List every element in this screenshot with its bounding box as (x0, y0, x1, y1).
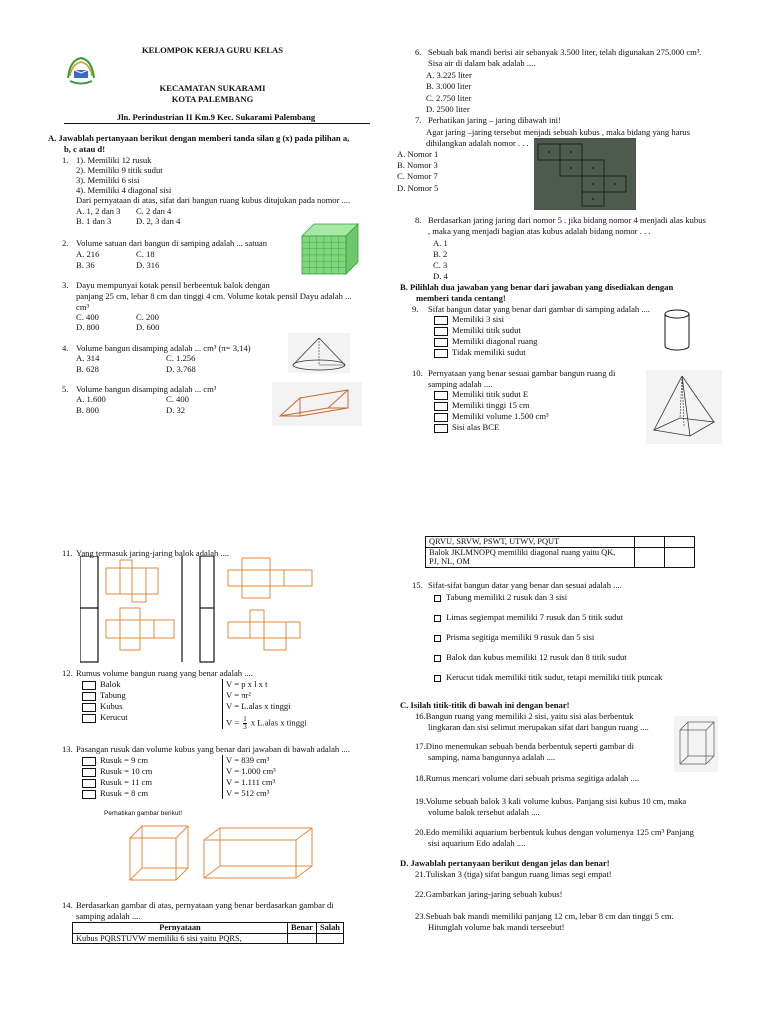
q8-option-b[interactable]: B. 2 (433, 249, 448, 259)
q9-option-1[interactable]: Memiliki 3 sisi (434, 314, 504, 325)
table-cell-false[interactable] (665, 537, 695, 548)
cuboid-nets-image (80, 556, 370, 664)
q13-volume-4: V = 512 cm³ (226, 788, 270, 798)
q13-volume-1: V = 839 cm³ (226, 755, 270, 765)
q12-formula-1: V = p x l x t (226, 679, 268, 689)
q16-stem-2: lingkaran dan sisi selimut merupakan sifat dari bangun ruang .... (428, 722, 649, 732)
q9-option-4[interactable]: Tidak memiliki sudut (434, 347, 526, 358)
q3-option-a[interactable]: C. 400 (76, 312, 99, 322)
q3-option-c[interactable]: C. 200 (136, 312, 159, 322)
q1-option-d[interactable]: D. 2, 3 dan 4 (136, 216, 181, 226)
q1-option-c[interactable]: C. 2 dan 4 (136, 206, 172, 216)
q4-option-a[interactable]: A. 314 (76, 353, 100, 363)
q10-stem-2: samping adalah .... (428, 379, 493, 389)
q13-number: 13. (62, 744, 73, 754)
q10-checkbox-4[interactable] (434, 424, 448, 433)
q9-checkbox-2[interactable] (434, 327, 448, 336)
q15-option-3[interactable]: Prisma segitiga memiliki 9 rusuk dan 5 sisi (434, 632, 594, 642)
table-cell-statement: Balok JKLMNOPQ memiliki diagonal ruang yaitu QK, PJ, NL, OM (426, 547, 635, 567)
q10-checkbox-1[interactable] (434, 391, 448, 400)
q15-option-1[interactable]: Tabung memiliki 2 rusuk dan 3 sisi (434, 592, 567, 602)
q13-option-3[interactable]: Rusuk = 11 cm (82, 777, 152, 788)
q1-statement-3: 3). Memiliki 6 sisi (76, 175, 140, 185)
q14-number: 14. (62, 900, 73, 910)
q4-number: 4. (62, 343, 69, 353)
section-d-heading: D. Jawablah pertanyaan berikut dengan jelas dan benar! (400, 858, 610, 868)
q14-statement-table-cont (425, 536, 695, 568)
q4-option-c[interactable]: C. 1.256 (166, 353, 196, 363)
q12-option-2[interactable]: Tabung (82, 690, 126, 701)
cube-net-photo-image (534, 138, 636, 210)
q12-number: 12. (62, 668, 73, 678)
q13-column-divider (222, 755, 223, 799)
one-third-fraction: $\frac{1}{3}$ (243, 715, 247, 731)
q3-stem-2: panjang 25 cm, lebar 8 cm dan tinggi 4 cm. Volume kotak pensil Dayu adalah ... (76, 291, 352, 301)
header-divider (64, 123, 370, 124)
q16-stem-1: 16.Bangun ruang yang memiliki 2 sisi, yaitu sisi alas berbentuk (415, 711, 634, 721)
header-line1: KELOMPOK KERJA GURU KELAS (141, 45, 284, 55)
q9-option-3[interactable]: Memiliki diagonal ruang (434, 336, 537, 347)
section-a-heading-cont: b, c atau d! (64, 144, 106, 154)
q5-option-a[interactable]: A. 1.600 (76, 394, 106, 404)
q1-statement-2: 2). Memiliki 9 titik sudut (76, 165, 163, 175)
q9-checkbox-1[interactable] (434, 316, 448, 325)
prism-box-image (674, 716, 718, 772)
q14-statement-table (72, 922, 344, 944)
q1-option-a[interactable]: A. 1, 2 dan 3 (76, 206, 121, 216)
q2-option-a[interactable]: A. 216 (76, 249, 100, 259)
q15-option-4[interactable]: Balok dan kubus memiliki 12 rusuk dan 8 titik sudut (434, 652, 627, 662)
q17-stem-1: 17.Dino menemukan sebuah benda berbentuk seperti gambar di (415, 741, 635, 751)
table-row (426, 547, 695, 567)
q5-number: 5. (62, 384, 69, 394)
q13-volume-3: V = 1.111 cm³ (226, 777, 276, 787)
table-cell-false[interactable] (665, 547, 695, 567)
section-b-heading-cont: memberi tanda centang! (416, 293, 506, 303)
q15-option-2[interactable]: Limas segiempat memiliki 7 rusuk dan 5 titik sudut (434, 612, 623, 622)
q6-option-c[interactable]: C. 2.750 liter (426, 93, 472, 103)
q1-statement-1: 1). Memiliki 12 rusuk (76, 155, 152, 165)
header-line3: KOTA PALEMBANG (171, 94, 254, 104)
table-header-true: Benar (288, 923, 317, 934)
q7-option-b[interactable]: B. Nomor 3 (397, 160, 438, 170)
q9-checkbox-3[interactable] (434, 338, 448, 347)
q7-number: 7. (415, 115, 422, 125)
table-header-statement: Pernyataan (73, 923, 288, 934)
cone-image (288, 333, 350, 373)
q8-number: 8. (415, 215, 422, 225)
q12-checkbox-1[interactable] (82, 681, 96, 690)
q12-formula-4: V = $\frac{1}{3}$ x L.alas x tinggi (226, 715, 307, 731)
q15-number: 15. (412, 580, 423, 590)
q13-checkbox-3[interactable] (82, 779, 96, 788)
q1-stem: Dari pernyataan di atas, sifat dari bangun ruang kubus ditujukan pada nomor .... (76, 195, 351, 205)
q6-option-a[interactable]: A. 3.225 liter (426, 70, 472, 80)
q10-option-4[interactable]: Sisi alas BCE (434, 422, 499, 433)
table-row (426, 537, 695, 548)
q9-stem: Sifat bangun datar yang benar dari gambar di samping adalah .... (428, 304, 650, 314)
header-address: Jln. Perindustrian II Km.9 Kec. Sukarami Palembang (116, 112, 316, 122)
q19-stem-1: 19.Volume sebuah balok 3 kali volume kubus. Panjang sisi kubus 10 cm, maka (415, 796, 687, 806)
q20-stem-1: 20.Edo memiliki aquarium berbentuk kubus dengan volumenya 125 cm³ Panjang (415, 827, 694, 837)
q10-option-3[interactable]: Memiliki volume 1.500 cm³ (434, 411, 549, 422)
q2-number: 2. (62, 238, 69, 248)
q7-option-c[interactable]: C. Nomor 7 (397, 171, 438, 181)
table-cell-true[interactable] (635, 537, 665, 548)
table-cell-false[interactable] (316, 933, 343, 944)
q6-option-b[interactable]: B. 3.000 liter (426, 81, 472, 91)
table-cell-true[interactable] (635, 547, 665, 567)
table-header-false: Salah (316, 923, 343, 934)
q12-checkbox-4[interactable] (82, 714, 96, 723)
q8-stem-2: , maka yang menjadi bagian atas kubus adalah bidang nomor . . . (428, 226, 651, 236)
q14-stem-1: Berdasarkan gambar di atas, pernyataan yang benar berdasarkan gambar di (76, 900, 334, 910)
q13-option-1[interactable]: Rusuk = 9 cm (82, 755, 148, 766)
school-logo-icon (64, 54, 98, 88)
q4-option-b[interactable]: B. 628 (76, 364, 99, 374)
q6-stem-2: Sisa air di dalam bak adalah .... (428, 58, 536, 68)
q19-stem-2: volume balok tersebut adalah .... (428, 807, 540, 817)
q10-checkbox-2[interactable] (434, 402, 448, 411)
q12-formula-2: V = πr² (226, 690, 251, 700)
q22-stem: 22.Gambarkan jaring-jaring sebuah kubus! (415, 889, 563, 899)
q11-number: 11. (62, 548, 73, 558)
q1-number: 1. (62, 155, 69, 165)
q6-number: 6. (415, 47, 422, 57)
q3-option-b[interactable]: D. 800 (76, 322, 100, 332)
figure-caption: Perhatikan gambar berikut! (104, 810, 183, 817)
q23-stem-1: 23.Sebuah bak mandi memiliki panjang 12 cm, lebar 8 cm dan tinggi 5 cm. (415, 911, 674, 921)
table-cell-true[interactable] (288, 933, 317, 944)
q11-stem: Yang termasuk jaring-jaring balok adalah .... (76, 548, 230, 558)
table-cell-statement: QRVU, SRVW, PSWT, UTWV, PQUT (426, 537, 635, 548)
table-row (73, 933, 344, 944)
section-a-heading: A. Jawablah pertanyaan berikut dengan memberi tanda silan g (x) pada pilihan a, (48, 133, 350, 143)
q10-option-1[interactable]: Memiliki titik sudut E (434, 389, 528, 400)
q13-volume-2: V = 1.000 cm³ (226, 766, 276, 776)
q15-checkbox-1[interactable] (434, 595, 441, 602)
section-c-heading: C. Isilah titik-titik di bawah ini dengan benar! (400, 700, 570, 710)
q10-stem-1: Pernyataan yang benar sesuai gambar bangun ruang di (428, 368, 616, 378)
q9-option-2[interactable]: Memiliki titik sudut (434, 325, 521, 336)
q15-stem: Sifat-sifat bangun datar yang benar dan sesuai adalah .... (428, 580, 622, 590)
q20-stem-2: sisi aquarium Edo adalah .... (428, 838, 526, 848)
q2-option-d[interactable]: D. 316 (136, 260, 160, 270)
pyramid-image (646, 370, 722, 444)
q13-stem: Pasangan rusuk dan volume kubus yang benar dari jawaban di bawah adalah .... (76, 744, 350, 754)
q6-option-d[interactable]: D. 2500 liter (426, 104, 470, 114)
q4-option-d[interactable]: D. 3.768 (166, 364, 196, 374)
q15-checkbox-5[interactable] (434, 675, 441, 682)
q2-stem: Volume satuan dari bangun di samping adalah ... satuan (76, 238, 268, 248)
q5-option-c[interactable]: C. 400 (166, 394, 189, 404)
q2-option-c[interactable]: C. 18 (136, 249, 155, 259)
q10-number: 10. (412, 368, 423, 378)
q13-option-4[interactable]: Rusuk = 8 cm (82, 788, 148, 799)
q7-stem-3: dihilangkan adalah nomor . . . (426, 138, 529, 148)
q7-option-d[interactable]: D. Nomor 5 (397, 183, 439, 193)
q10-checkbox-3[interactable] (434, 413, 448, 422)
cylinder-image (662, 308, 692, 352)
q15-checkbox-2[interactable] (434, 615, 441, 622)
q5-stem: Volume bangun disamping adalah ... cm³ (76, 384, 217, 394)
cube-and-cuboid-image (124, 822, 374, 884)
q14-stem-2: samping adalah .... (76, 911, 141, 921)
q15-checkbox-4[interactable] (434, 655, 441, 662)
q13-option-2[interactable]: Rusuk = 10 cm (82, 766, 152, 777)
q13-checkbox-4[interactable] (82, 790, 96, 799)
q3-number: 3. (62, 280, 69, 290)
q2-option-b[interactable]: B. 36 (76, 260, 95, 270)
q7-stem-2: Agar jaring –jaring tersebut menjadi sebuah kubus , maka bidang yang harus (426, 127, 690, 137)
q13-checkbox-2[interactable] (82, 768, 96, 777)
triangular-prism-image (272, 382, 362, 426)
q3-option-d[interactable]: D. 600 (136, 322, 160, 332)
q13-checkbox-1[interactable] (82, 757, 96, 766)
q12-option-1[interactable]: Balok (82, 679, 121, 690)
q1-statement-4: 4). Memiliki 4 diagonal sisi (76, 185, 172, 195)
q8-option-c[interactable]: C. 3 (433, 260, 448, 270)
q5-option-d[interactable]: D. 32 (166, 405, 186, 415)
q9-number: 9. (412, 304, 419, 314)
q6-stem-1: Sebuah bak mandi berisi air sebanyak 3.500 liter, telah digunakan 275.000 cm³. (428, 47, 702, 57)
q21-stem: 21.Tuliskan 3 (tiga) sifat bangun ruang limas segi empat! (415, 869, 612, 879)
q12-checkbox-3[interactable] (82, 703, 96, 712)
q9-checkbox-4[interactable] (434, 349, 448, 358)
q7-stem-1: Perhatikan jaring – jaring dibawah ini! (428, 115, 561, 125)
q18-stem: 18.Rumus mencari volume dari sebuah prisma segitiga adalah .... (415, 773, 640, 783)
q12-stem: Rumus volume bangun ruang yang benar adalah .... (76, 668, 253, 678)
green-unit-cube-image (300, 222, 360, 276)
q8-option-d[interactable]: D. 4 (433, 271, 448, 281)
q1-option-b[interactable]: B. 1 dan 3 (76, 216, 112, 226)
q7-option-a[interactable]: A. Nomor 1 (397, 149, 439, 159)
q12-column-divider (222, 679, 223, 729)
q8-option-a[interactable]: A. 1 (433, 238, 448, 248)
q15-checkbox-3[interactable] (434, 635, 441, 642)
q3-stem-1: Dayu mempunyai kotak pensil berbeentuk balok dengan (76, 280, 270, 290)
q23-stem-2: Hitunglah volume bak mandi terseebut! (428, 922, 565, 932)
q12-option-3[interactable]: Kubus (82, 701, 122, 712)
q12-checkbox-2[interactable] (82, 692, 96, 701)
q10-option-2[interactable]: Memiliki tinggi 15 cm (434, 400, 530, 411)
table-header-row (73, 923, 344, 934)
q12-formula-3: V = L.alas x tinggi (226, 701, 291, 711)
table-cell-statement: Kubus PQRSTUVW memiliki 6 sisi yaitu PQRS, (73, 933, 288, 944)
q4-stem: Volume bangun disamping adalah ... cm³ (π= 3,14) (76, 343, 251, 353)
q8-stem-1: Berdasarkan jaring jaring dari nomor 5 . jika bidang nomor 4 menjadi alas kubus (428, 215, 706, 225)
q5-option-b[interactable]: B. 800 (76, 405, 99, 415)
q17-stem-2: samping, nama bangunnya adalah .... (428, 752, 556, 762)
q3-stem-3: cm³ (76, 302, 90, 312)
q12-option-4[interactable]: Kerucut (82, 712, 128, 723)
section-b-heading: B. Pilihlah dua jawaban yang benar dari jawaban yang disediakan dengan (400, 282, 674, 292)
q15-option-5[interactable]: Kerucut tidak memiliki titik sudut, tetapi memiliki titik puncak (434, 672, 662, 682)
header-line2: KECAMATAN SUKARAMI (159, 83, 266, 93)
